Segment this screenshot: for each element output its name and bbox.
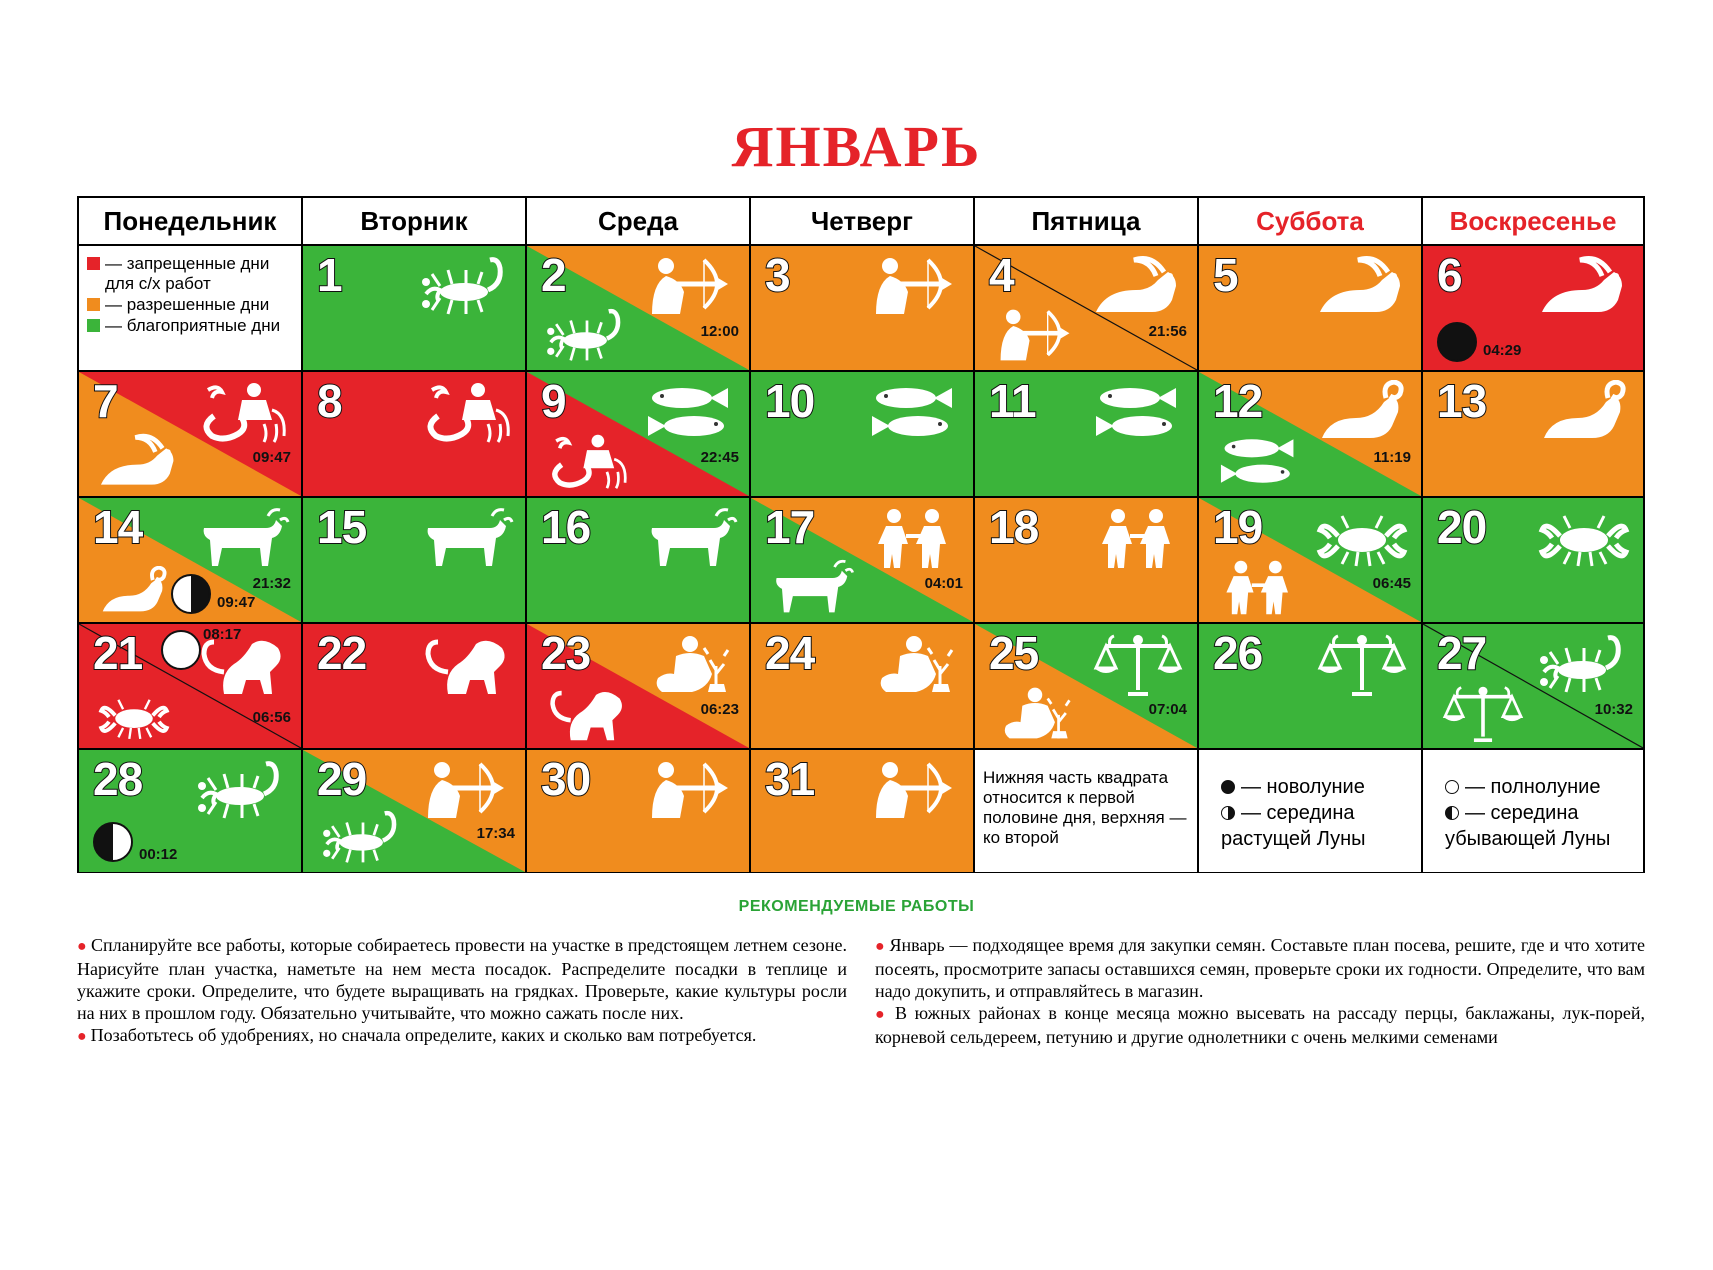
- leo-icon: [539, 684, 635, 742]
- sign-change-time: 06:23: [700, 701, 739, 718]
- day-cell-6[interactable]: [1423, 246, 1643, 372]
- day-number: 15: [317, 501, 367, 553]
- day-cell-1[interactable]: [303, 246, 527, 372]
- work-text: В южных районах в конце месяца можно высевать на рассаду перцы, баклажаны, лук-порей, корневой сельдереем, петунию и другие однолетники с очень мелкими семенами: [875, 1003, 1645, 1047]
- sign-change-time: 17:34: [476, 825, 515, 842]
- sign-change-time: 22:45: [700, 449, 739, 466]
- aquarius-icon: [539, 432, 635, 490]
- day-cell-29[interactable]: [303, 750, 527, 872]
- leo-icon: [417, 632, 515, 696]
- moon-phase-time: 08:17: [203, 626, 242, 643]
- day-cell-14[interactable]: [79, 498, 303, 624]
- aries-icon: [1535, 380, 1633, 444]
- moon-glyph-icon: [1221, 780, 1235, 794]
- day-cell-30[interactable]: [527, 750, 751, 872]
- weekday-header: Суббота: [1199, 198, 1423, 246]
- work-item: [77, 1024, 847, 1048]
- moon-legend-line: [1445, 774, 1621, 800]
- scorpio-icon: [315, 808, 411, 866]
- day-number: 29: [317, 753, 367, 805]
- day-cell-18[interactable]: [975, 498, 1199, 624]
- capricorn-icon: [1089, 254, 1187, 318]
- aries-icon: [1313, 380, 1411, 444]
- gemini-icon: [865, 506, 963, 570]
- pisces-icon: [641, 380, 739, 444]
- day-cell-16[interactable]: [527, 498, 751, 624]
- day-number: 28: [93, 753, 143, 805]
- moon-phase-waning-icon: [93, 822, 133, 862]
- day-number: 20: [1437, 501, 1487, 553]
- sign-change-time: 04:01: [924, 575, 963, 592]
- day-number: 2: [541, 249, 566, 301]
- sign-change-time: 09:47: [252, 449, 291, 466]
- day-cell-2[interactable]: [527, 246, 751, 372]
- sign-change-time: 06:56: [252, 709, 291, 726]
- taurus-icon: [641, 506, 739, 570]
- weekday-header: Вторник: [303, 198, 527, 246]
- day-cell-10[interactable]: [751, 372, 975, 498]
- legend-label-favorable: — благоприятные дни: [105, 316, 281, 335]
- bullet-dot-icon: ●: [77, 938, 91, 955]
- day-cell-23[interactable]: [527, 624, 751, 750]
- cancer-icon: [1313, 506, 1411, 570]
- aquarius-icon: [417, 380, 515, 444]
- sign-change-time: 21:56: [1148, 323, 1187, 340]
- day-cell-22[interactable]: [303, 624, 527, 750]
- day-type-legend: [79, 246, 303, 372]
- work-text: Спланируйте все работы, которые собираетесь провести на участке в предстоящем летнем сезоне. Нарисуйте план участка, наметьте на нем места посадок. Распределите посадки в теплице и укажите сроки. Определите, что будете выращивать на грядках. Проверьте, какие культуры росли на них в прошлом году. Обязательно учитывайте, что можно сажать после них.: [77, 935, 847, 1023]
- day-number: 10: [765, 375, 815, 427]
- day-number: 16: [541, 501, 591, 553]
- taurus-icon: [193, 506, 291, 570]
- day-number: 21: [93, 627, 143, 679]
- sign-change-time: 11:19: [1373, 449, 1411, 466]
- day-cell-28[interactable]: [79, 750, 303, 872]
- moon-phase-time: 09:47: [217, 594, 256, 611]
- day-number: 5: [1213, 249, 1238, 301]
- moon-legend-text: — середина: [1465, 802, 1579, 824]
- calendar-grid: [77, 196, 1645, 873]
- works-right-column: [875, 934, 1645, 1048]
- sign-change-time: 12:00: [700, 323, 739, 340]
- taurus-icon: [763, 558, 859, 616]
- day-cell-9[interactable]: [527, 372, 751, 498]
- moon-phase-time: 04:29: [1483, 342, 1522, 359]
- moon-glyph-icon: [1221, 806, 1235, 820]
- cancer-icon: [1535, 506, 1633, 570]
- gemini-icon: [1211, 558, 1307, 616]
- moon-legend-2: [1423, 750, 1643, 872]
- day-cell-25[interactable]: [975, 624, 1199, 750]
- day-cell-27[interactable]: [1423, 624, 1643, 750]
- weekday-header: Четверг: [751, 198, 975, 246]
- day-cell-17[interactable]: [751, 498, 975, 624]
- aries-icon: [91, 566, 177, 616]
- moon-phase-new-icon: [1437, 322, 1477, 362]
- pisces-icon: [1089, 380, 1187, 444]
- virgo-icon: [987, 684, 1083, 742]
- day-cell-21[interactable]: [79, 624, 303, 750]
- bullet-dot-icon: ●: [875, 938, 890, 955]
- legend-swatch-allowed: [87, 298, 100, 311]
- scorpio-icon: [417, 254, 515, 318]
- day-number: 8: [317, 375, 342, 427]
- legend-label-allowed: — разрешенные дни: [105, 295, 270, 314]
- capricorn-icon: [1313, 254, 1411, 318]
- legend-swatch-favorable: [87, 319, 100, 332]
- month-title: ЯНВАРЬ: [731, 114, 982, 179]
- day-number: 27: [1437, 627, 1487, 679]
- legend-item-forbidden: [85, 254, 295, 294]
- pisces-icon: [865, 380, 963, 444]
- moon-legend-text: — полнолуние: [1465, 776, 1601, 798]
- moon-legend-text: — новолуние: [1241, 776, 1365, 798]
- sagittarius-icon: [865, 254, 963, 318]
- legend-item-allowed: [85, 295, 295, 315]
- sign-change-time: 07:04: [1148, 701, 1187, 718]
- sign-change-time: 06:45: [1372, 575, 1411, 592]
- day-number: 12: [1213, 375, 1263, 427]
- day-number: 25: [989, 627, 1039, 679]
- work-item: [875, 1002, 1645, 1048]
- day-cell-31[interactable]: [751, 750, 975, 872]
- work-text: Позаботьтесь об удобрениях, но сначала определите, каких и сколько вам потребуется.: [90, 1025, 757, 1045]
- moon-legend-1: [1199, 750, 1423, 872]
- gemini-icon: [1089, 506, 1187, 570]
- sagittarius-icon: [641, 254, 739, 318]
- moon-legend-line: [1221, 826, 1399, 852]
- sagittarius-icon: [641, 758, 739, 822]
- moon-legend-line: [1445, 826, 1621, 852]
- pisces-icon: [1211, 432, 1307, 490]
- moon-glyph-icon: [1445, 806, 1459, 820]
- moon-legend-text: — середина: [1241, 802, 1355, 824]
- sign-change-time: 21:32: [252, 575, 291, 592]
- day-number: 17: [765, 501, 815, 553]
- day-number: 6: [1437, 249, 1462, 301]
- sagittarius-icon: [987, 306, 1083, 364]
- libra-icon: [1313, 632, 1411, 696]
- day-cell-26[interactable]: [1199, 624, 1423, 750]
- weekday-header: Понедельник: [79, 198, 303, 246]
- day-cell-13[interactable]: [1423, 372, 1643, 498]
- day-number: 11: [989, 375, 1036, 427]
- day-cell-24[interactable]: [751, 624, 975, 750]
- moon-legend-text: растущей Луны: [1221, 828, 1366, 850]
- day-cell-11[interactable]: [975, 372, 1199, 498]
- works-left-column: [77, 934, 847, 1048]
- sign-change-time: 10:32: [1594, 701, 1633, 718]
- moon-phase-time: 00:12: [139, 846, 178, 863]
- day-number: 19: [1213, 501, 1263, 553]
- sagittarius-icon: [865, 758, 963, 822]
- scorpio-icon: [193, 758, 291, 822]
- day-number: 9: [541, 375, 566, 427]
- day-number: 23: [541, 627, 591, 679]
- day-cell-7[interactable]: [79, 372, 303, 498]
- half-day-note: Нижняя часть квадрата относится к первой половине дня, верхняя — ко второй: [975, 750, 1199, 872]
- day-number: 14: [93, 501, 143, 553]
- capricorn-icon: [91, 432, 187, 490]
- day-cell-5[interactable]: [1199, 246, 1423, 372]
- day-number: 3: [765, 249, 790, 301]
- moon-legend-line: [1221, 800, 1399, 826]
- moon-legend-text: убывающей Луны: [1445, 828, 1611, 850]
- moon-phase-waxing-icon: [171, 574, 211, 614]
- libra-icon: [1089, 632, 1187, 696]
- libra-icon: [1435, 684, 1531, 742]
- day-number: 26: [1213, 627, 1263, 679]
- day-number: 1: [317, 249, 342, 301]
- bullet-dot-icon: ●: [875, 1006, 895, 1023]
- moon-legend-line: [1221, 774, 1399, 800]
- day-cell-19[interactable]: [1199, 498, 1423, 624]
- weekday-header: Среда: [527, 198, 751, 246]
- work-item: [875, 934, 1645, 1002]
- capricorn-icon: [1535, 254, 1633, 318]
- weekday-header: Пятница: [975, 198, 1199, 246]
- day-number: 13: [1437, 375, 1487, 427]
- day-cell-8[interactable]: [303, 372, 527, 498]
- day-cell-15[interactable]: [303, 498, 527, 624]
- taurus-icon: [417, 506, 515, 570]
- moon-phase-full-icon: [161, 630, 201, 670]
- recommended-works-heading: РЕКОМЕНДУЕМЫЕ РАБОТЫ: [738, 898, 975, 915]
- virgo-icon: [641, 632, 739, 696]
- day-number: 4: [989, 249, 1014, 301]
- moon-legend-line: [1445, 800, 1621, 826]
- bullet-dot-icon: ●: [77, 1028, 91, 1045]
- work-item: [77, 934, 847, 1024]
- scorpio-icon: [539, 306, 635, 364]
- legend-item-favorable: [85, 316, 295, 336]
- sagittarius-icon: [417, 758, 515, 822]
- day-number: 24: [765, 627, 815, 679]
- day-number: 31: [765, 753, 815, 805]
- weekday-header: Воскресенье: [1423, 198, 1643, 246]
- work-text: Январь — подходящее время для закупки семян. Составьте план посева, решите, где и что хотите посеять, просмотрите запасы оставшихся семян, проверьте сроки их годности. Определите, что вам надо докупить, и отправляйтесь в магазин.: [875, 935, 1645, 1001]
- moon-glyph-icon: [1445, 780, 1459, 794]
- day-cell-12[interactable]: [1199, 372, 1423, 498]
- scorpio-icon: [1535, 632, 1633, 696]
- day-cell-3[interactable]: [751, 246, 975, 372]
- aquarius-icon: [193, 380, 291, 444]
- cancer-icon: [91, 692, 177, 742]
- legend-swatch-forbidden: [87, 257, 100, 270]
- day-cell-20[interactable]: [1423, 498, 1643, 624]
- day-cell-4[interactable]: [975, 246, 1199, 372]
- day-number: 7: [93, 375, 118, 427]
- day-number: 22: [317, 627, 367, 679]
- legend-label-forbidden: — запрещенные дни для с/х работ: [105, 254, 270, 293]
- day-number: 18: [989, 501, 1039, 553]
- virgo-icon: [865, 632, 963, 696]
- day-number: 30: [541, 753, 591, 805]
